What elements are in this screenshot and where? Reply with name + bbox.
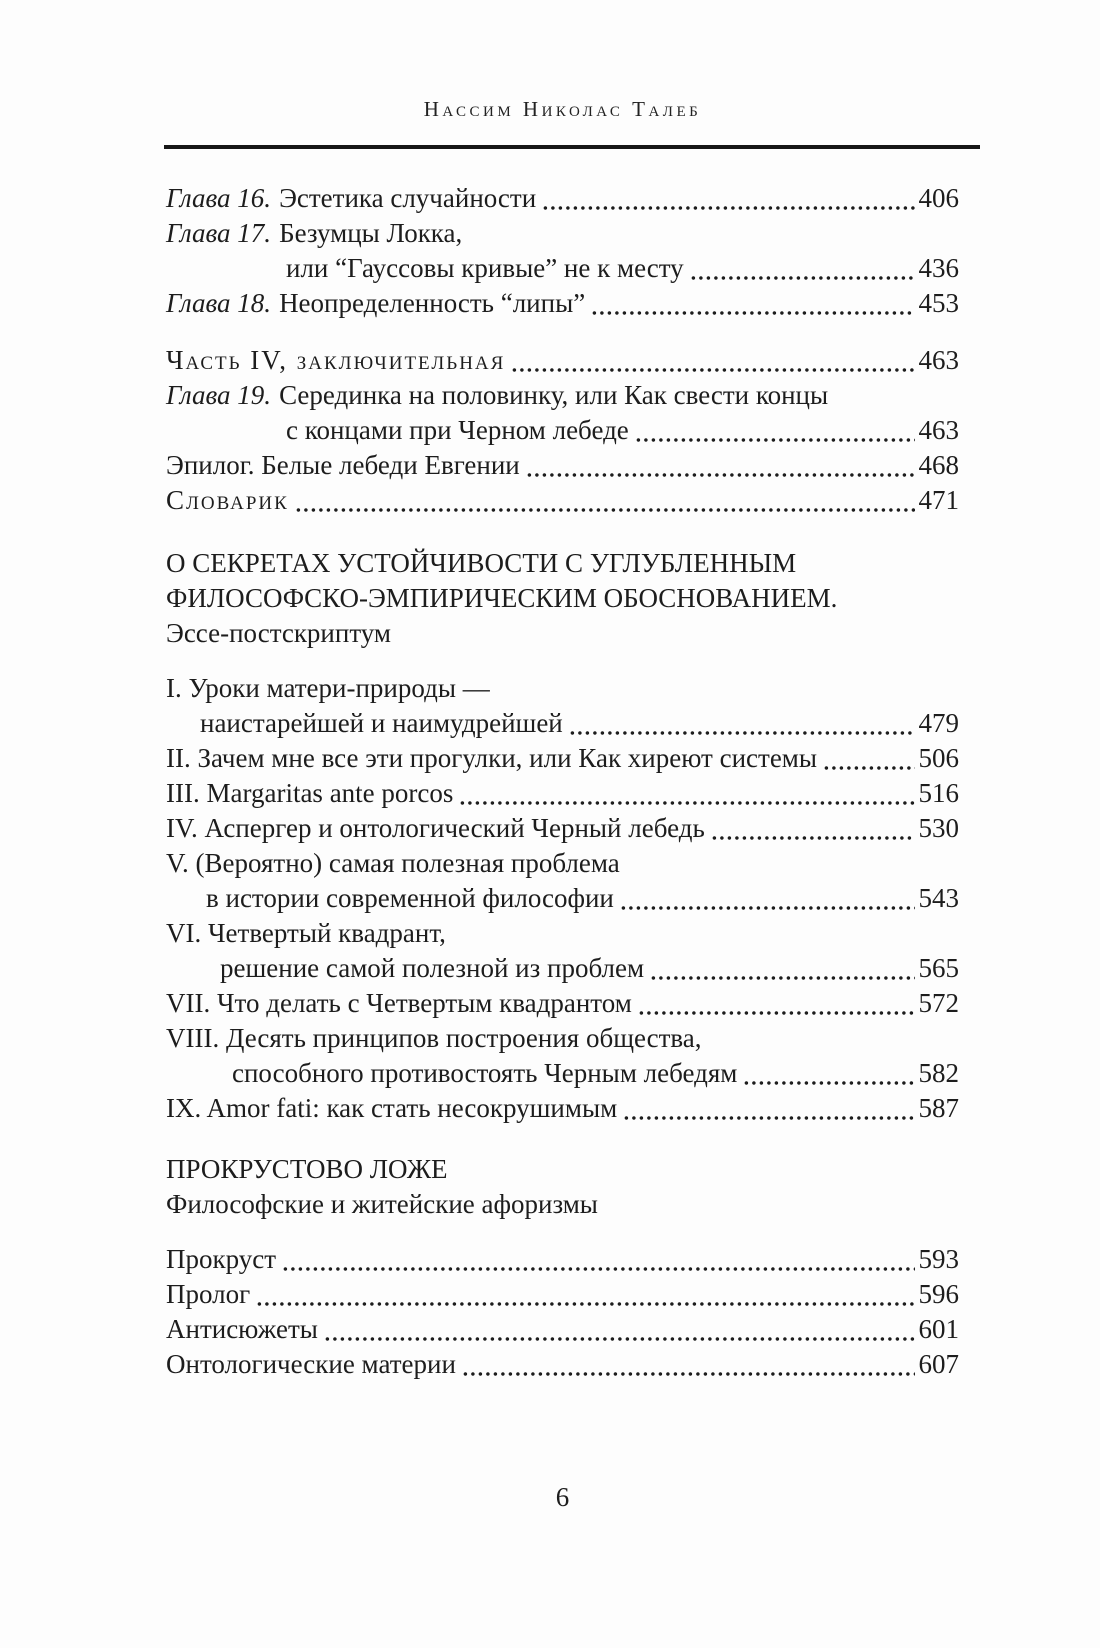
toc-entry-text: Антисюжеты <box>166 1314 318 1344</box>
toc-line <box>166 741 959 776</box>
toc-line <box>166 413 959 448</box>
toc-line <box>166 251 959 286</box>
toc-entry-text: с концами при Черном лебеде <box>286 415 629 445</box>
toc-line <box>166 1242 959 1277</box>
dot-leader <box>744 1080 914 1086</box>
toc-entry-text: Серединка на половинку, или Как свести концы <box>279 380 829 410</box>
toc-entry-text: Безумцы Локка, <box>279 218 463 248</box>
dot-leader <box>651 975 914 981</box>
dot-leader <box>712 835 915 841</box>
toc-line <box>166 671 959 706</box>
toc-line <box>166 286 959 321</box>
dot-leader <box>570 730 915 736</box>
toc-page-number: 601 <box>918 1314 959 1344</box>
toc-entry-text: Словарик <box>166 485 289 515</box>
toc-entry-text: Эссе-постскриптум <box>166 618 392 648</box>
dot-leader <box>636 437 915 443</box>
toc-line <box>166 1056 959 1091</box>
toc-page-number: 463 <box>918 415 959 445</box>
dot-leader <box>527 472 915 478</box>
toc-entry-text: VIII. Десять принципов построения общества, <box>166 1023 702 1053</box>
dot-leader <box>624 1115 914 1121</box>
dot-leader <box>621 905 915 911</box>
toc-page-number: 596 <box>918 1279 959 1309</box>
toc-line <box>166 951 959 986</box>
toc-line <box>166 1312 959 1347</box>
toc-page-number: 582 <box>918 1058 959 1088</box>
toc-entry-text: Эпилог. Белые лебеди Евгении <box>166 450 520 480</box>
dot-leader <box>460 800 914 806</box>
dot-leader <box>296 507 915 513</box>
toc-page-number: 572 <box>918 988 959 1018</box>
header-rule <box>164 145 980 149</box>
dot-leader <box>639 1010 915 1016</box>
toc-entry-text: способного противостоять Черным лебедям <box>232 1058 738 1088</box>
toc-entry-text: Философские и житейские афоризмы <box>166 1189 598 1219</box>
dot-leader <box>824 765 914 771</box>
toc-entry-text: решение самой полезной из проблем <box>220 953 645 983</box>
toc-page-number: 479 <box>918 708 959 738</box>
toc-entry-text: VI. Четвертый квадрант, <box>166 918 446 948</box>
toc-line <box>166 483 959 518</box>
toc-entry-text: VII. Что делать с Четвертым квадрантом <box>166 988 632 1018</box>
toc-line <box>166 846 959 881</box>
running-header <box>166 97 959 121</box>
page-number: 6 <box>555 1482 570 1512</box>
toc-page-number: 516 <box>918 778 959 808</box>
dot-leader <box>283 1266 914 1272</box>
toc-page-number: 406 <box>918 183 959 213</box>
toc-entry-text: I. Уроки матери-природы — <box>166 673 490 703</box>
toc-entry-text: Эстетика случайности <box>279 183 537 213</box>
toc-line <box>166 581 959 616</box>
toc-line <box>166 378 959 413</box>
toc-page-number: 453 <box>918 288 959 318</box>
toc-entry-text: Онтологические материи <box>166 1349 456 1379</box>
dot-leader <box>463 1371 915 1377</box>
toc-line <box>166 776 959 811</box>
dot-leader <box>325 1336 915 1342</box>
toc-page-number: 593 <box>918 1244 959 1274</box>
section-gap <box>166 1126 959 1152</box>
toc-page-number: 607 <box>918 1349 959 1379</box>
table-of-contents <box>166 181 959 1382</box>
toc-entry-text: Неопределенность “липы” <box>279 288 586 318</box>
section-gap <box>166 651 959 671</box>
toc-line <box>166 706 959 741</box>
toc-line <box>166 1152 959 1187</box>
toc-line <box>166 616 959 651</box>
section-gap <box>166 518 959 546</box>
toc-line <box>166 448 959 483</box>
toc-page-number: 471 <box>918 485 959 515</box>
toc-entry-text: IX. Amor fati: как стать несокрушимым <box>166 1093 618 1123</box>
toc-page-number: 565 <box>918 953 959 983</box>
toc-entry-text: в истории современной философии <box>206 883 614 913</box>
toc-page-number: 530 <box>918 813 959 843</box>
toc-entry-text: ПРОКРУСТОВО ЛОЖЕ <box>166 1154 448 1184</box>
toc-entry-text: IV. Аспергер и онтологический Черный лебедь <box>166 813 705 843</box>
toc-line <box>166 181 959 216</box>
chapter-label: Глава 16. <box>166 183 272 213</box>
chapter-label: Глава 19. <box>166 380 272 410</box>
toc-line <box>166 986 959 1021</box>
section-gap <box>166 321 959 343</box>
toc-line <box>166 916 959 951</box>
toc-line <box>166 1091 959 1126</box>
toc-page-number: 436 <box>918 253 959 283</box>
toc-page-number: 543 <box>918 883 959 913</box>
toc-line <box>166 1021 959 1056</box>
dot-leader <box>257 1301 914 1307</box>
toc-page-number: 468 <box>918 450 959 480</box>
toc-page-number: 463 <box>918 345 959 375</box>
dot-leader <box>512 367 914 373</box>
toc-line <box>166 216 959 251</box>
toc-entry-text: ФИЛОСОФСКО-ЭМПИРИЧЕСКИМ ОБОСНОВАНИЕМ. <box>166 583 838 613</box>
toc-entry-text: О СЕКРЕТАХ УСТОЙЧИВОСТИ С УГЛУБЛЕННЫМ <box>166 548 797 578</box>
toc-entry-text: III. Margaritas ante porcos <box>166 778 454 808</box>
toc-entry-text: Прокруст <box>166 1244 277 1274</box>
toc-entry-text: наистарейшей и наимудрейшей <box>200 708 563 738</box>
dot-leader <box>592 310 914 316</box>
toc-entry-text: или “Гауссовы кривые” не к месту <box>286 253 684 283</box>
toc-line <box>166 881 959 916</box>
toc-entry-text: II. Зачем мне все эти прогулки, или Как хиреют системы <box>166 743 818 773</box>
toc-entry-text: V. (Вероятно) самая полезная проблема <box>166 848 620 878</box>
dot-leader <box>691 275 915 281</box>
toc-entry-text: Пролог <box>166 1279 251 1309</box>
toc-page-number: 587 <box>918 1093 959 1123</box>
chapter-label: Глава 17. <box>166 218 272 248</box>
running-header-title: Нассим Николас Талеб <box>423 97 702 121</box>
toc-page-number: 506 <box>918 743 959 773</box>
chapter-label: Глава 18. <box>166 288 272 318</box>
section-gap <box>166 1222 959 1242</box>
toc-line <box>166 1277 959 1312</box>
toc-line <box>166 343 959 378</box>
toc-line <box>166 1347 959 1382</box>
toc-entry-text: Часть IV, заключительная <box>166 345 506 375</box>
toc-line <box>166 1187 959 1222</box>
dot-leader <box>543 205 914 211</box>
toc-line <box>166 811 959 846</box>
toc-line <box>166 546 959 581</box>
